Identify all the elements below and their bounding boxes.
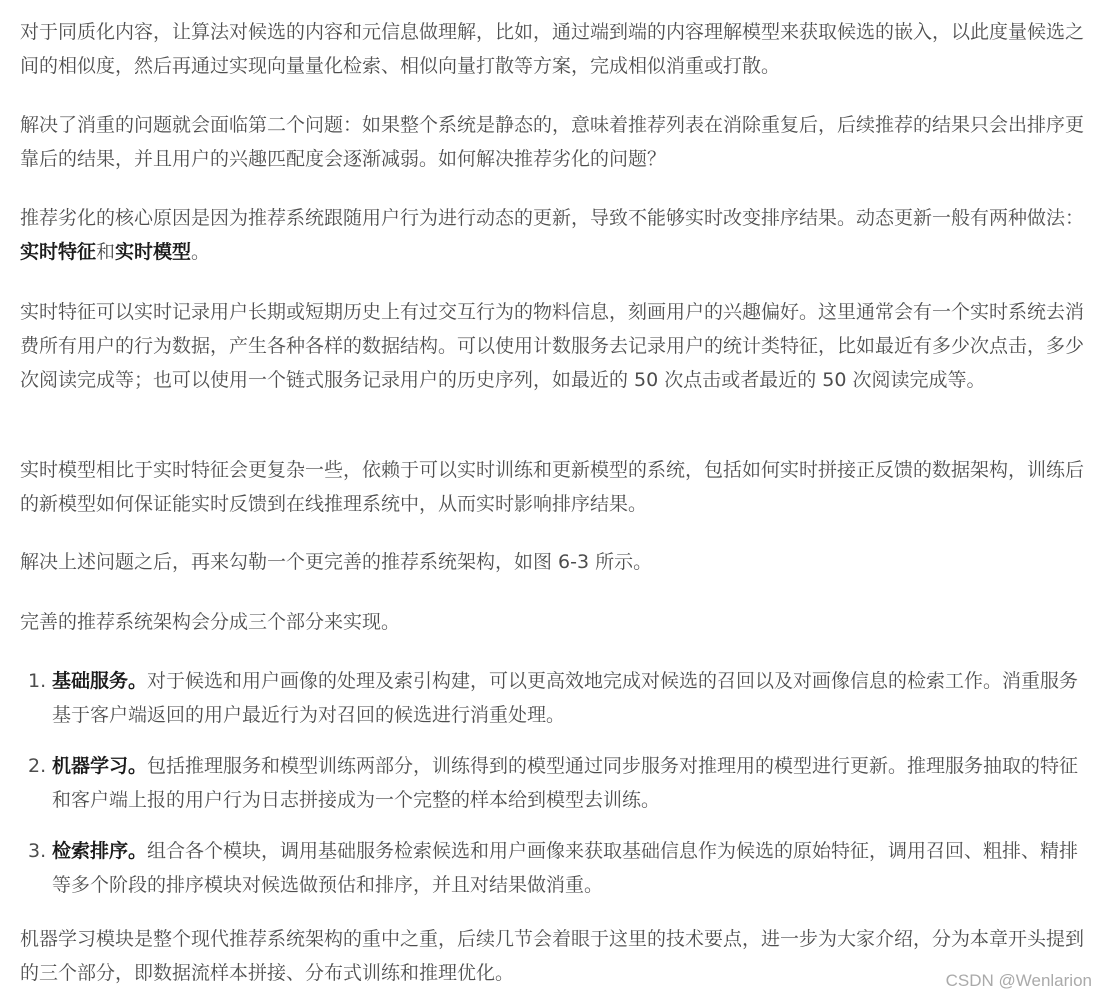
list-item-text: 组合各个模块，调用基础服务检索候选和用户画像来获取基础信息作为候选的原始特征，调用召回、粗排、精排等多个阶段的排序模块对候选做预估和排序，并且对结果做消重。 — [52, 840, 1079, 896]
bold-realtime-feature: 实时特征 — [20, 241, 97, 263]
list-item-title: 检索排序。 — [52, 840, 148, 862]
paragraph-architecture-intro: 解决上述问题之后，再来勾勒一个更完善的推荐系统架构，如图 6-3 所示。 — [20, 551, 653, 573]
paragraph-second-problem: 解决了消重的问题就会面临第二个问题：如果整个系统是静态的，意味着推荐列表在消除重复后，后续推荐的结果只会出排序更靠后的结果，并且用户的兴趣匹配度会逐渐减弱。如何解决推荐劣化的问题？ — [20, 114, 1085, 170]
list-item-number: 1. — [28, 670, 47, 692]
list-item-text: 包括推理服务和模型训练两部分，训练得到的模型通过同步服务对推理用的模型进行更新。推理服务抽取的特征和客户端上报的用户行为日志拼接成为一个完整的样本给到模型去训练。 — [52, 755, 1079, 811]
list-item-number: 3. — [28, 840, 47, 862]
paragraph-degradation-end: 。 — [191, 241, 211, 263]
list-item-number: 2. — [28, 755, 47, 777]
list-item — [20, 749, 1086, 817]
list-item — [20, 834, 1086, 902]
paragraph-realtime-feature: 实时特征可以实时记录用户长期或短期历史上有过交互行为的物料信息，刻画用户的兴趣偏好。这里通常会有一个实时系统去消费所有用户的行为数据，产生各种各样的数据结构。可以使用计数服务去记录用户的统计类特征，比如最近有多少次点击，多少次阅读完成等；也可以使用一个链式服务记录用户的历史序列，如最近的 50 次点击或者最近的 50 次阅读完成等。 — [20, 301, 1085, 391]
paragraph-degradation-cause — [20, 201, 1086, 269]
architecture-parts-list — [20, 664, 1086, 919]
paragraph-three-parts: 完善的推荐系统架构会分成三个部分来实现。 — [20, 611, 401, 633]
csdn-watermark: CSDN @Wenlarion — [945, 971, 1092, 990]
paragraph-degradation-text: 推荐劣化的核心原因是因为推荐系统跟随用户行为进行动态的更新，导致不能够实时改变排序结果。动态更新一般有两种做法： — [20, 207, 1085, 229]
paragraph-ml-module: 机器学习模块是整个现代推荐系统架构的重中之重，后续几节会着眼于这里的技术要点，进一步为大家介绍，分为本章开头提到的三个部分，即数据流样本拼接、分布式训练和推理优化。 — [20, 928, 1085, 984]
list-item-title: 机器学习。 — [52, 755, 148, 777]
paragraph-realtime-model: 实时模型相比于实时特征会更复杂一些，依赖于可以实时训练和更新模型的系统，包括如何实时拼接正反馈的数据架构，训练后的新模型如何保证能实时反馈到在线推理系统中，从而实时影响排序结果。 — [20, 459, 1085, 515]
list-item-text: 对于候选和用户画像的处理及索引构建，可以更高效地完成对候选的召回以及对画像信息的检索工作。消重服务基于客户端返回的用户最近行为对召回的候选进行消重处理。 — [52, 670, 1079, 726]
bold-realtime-model: 实时模型 — [115, 241, 192, 263]
paragraph-degradation-and: 和 — [96, 241, 116, 263]
list-item-title: 基础服务。 — [52, 670, 148, 692]
paragraph-similar-dedup: 对于同质化内容，让算法对候选的内容和元信息做理解，比如，通过端到端的内容理解模型来获取候选的嵌入，以此度量候选之间的相似度，然后再通过实现向量量化检索、相似向量打散等方案，完成相似消重或打散。 — [20, 21, 1085, 77]
list-item — [20, 664, 1086, 732]
